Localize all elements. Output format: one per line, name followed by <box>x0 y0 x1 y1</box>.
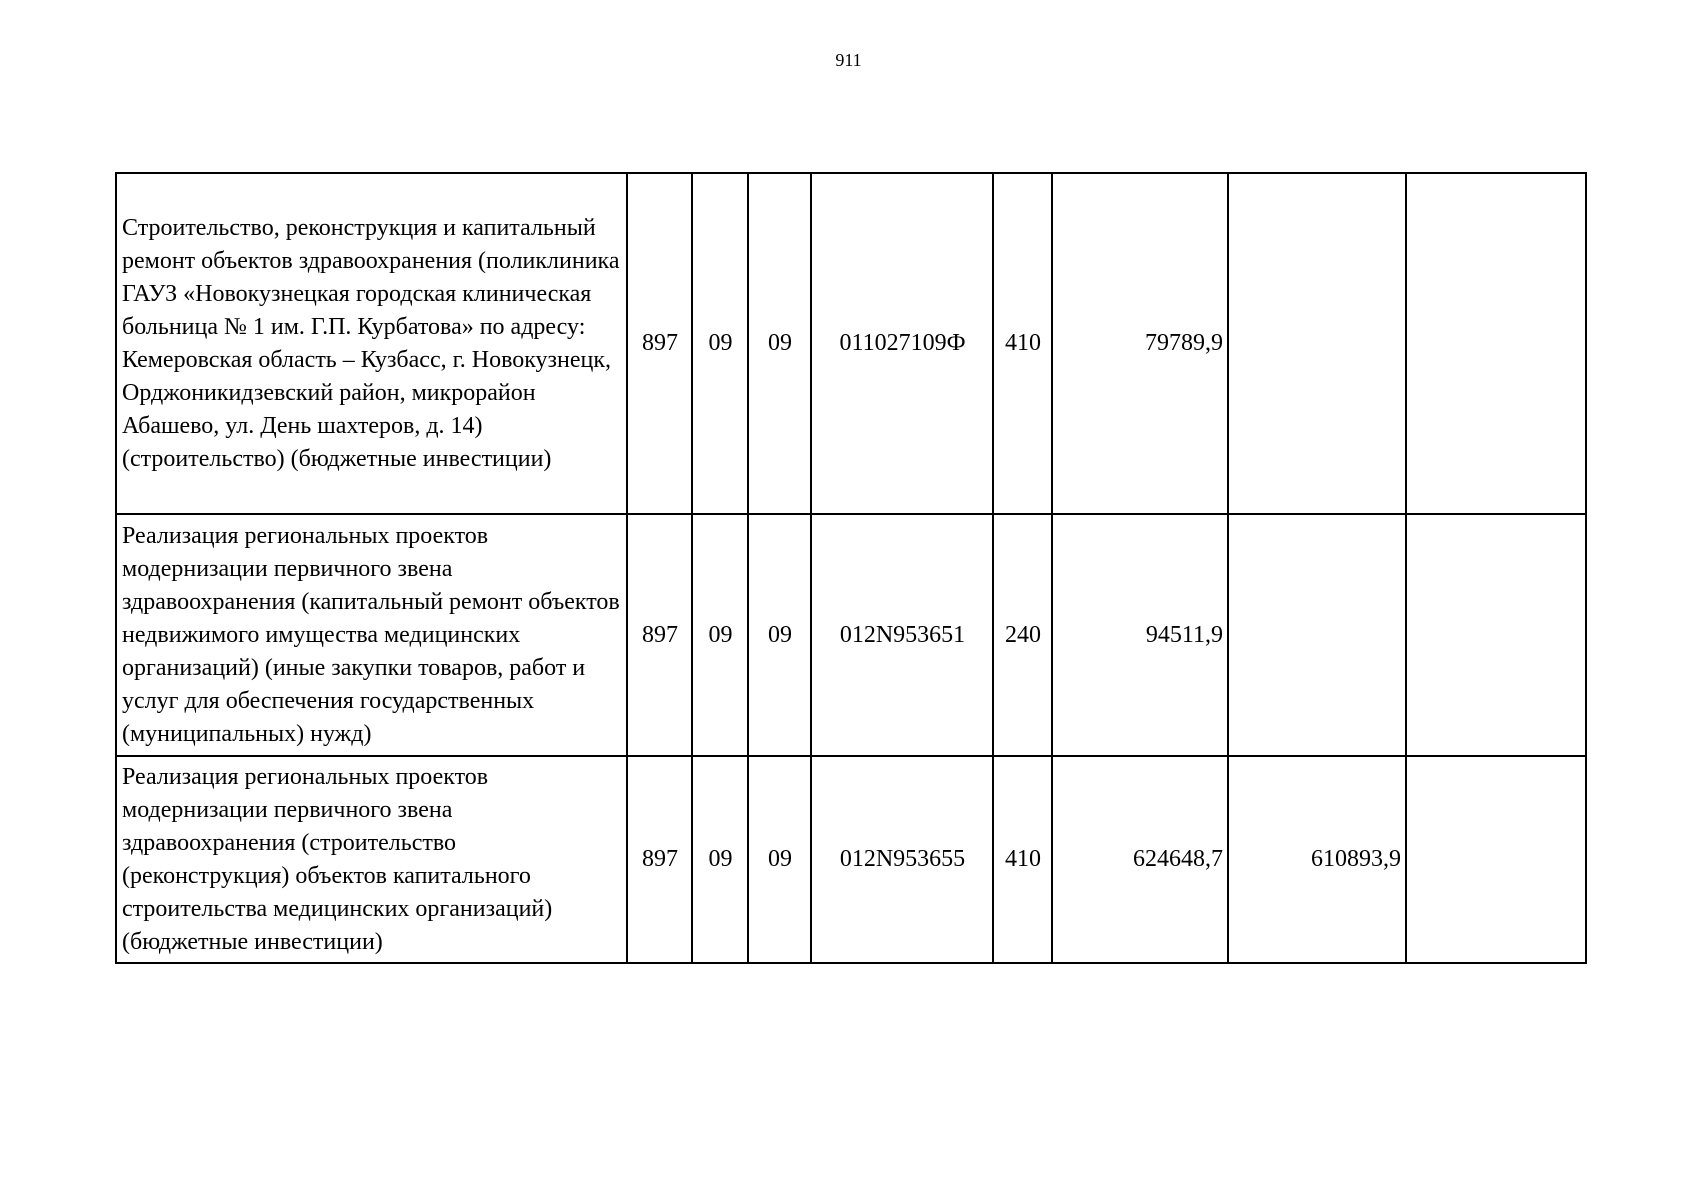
amount-year-2: 610893,9 <box>1228 756 1406 963</box>
section-code: 09 <box>692 173 748 514</box>
expense-type-code: 410 <box>993 173 1052 514</box>
row-description: Строительство, реконструкция и капитальный ремонт объектов здравоохранения (поликлиника ГАУЗ «Новокузнецкая городская клиническая больница № 1 им. Г.П. Курбатова» по адресу: Кемеровская область – Кузбасс, г. Новокузнецк, Орджоникидзевский район, микрорайон Абашево, ул. День шахтеров, д. 14) (строительство) (бюджетные инвестиции) <box>116 173 627 514</box>
row-description: Реализация региональных проектов модернизации первичного звена здравоохранения (строительство (реконструкция) объектов капитального строительства медицинских организаций) (бюджетные инвестиции) <box>116 756 627 963</box>
budget-table <box>115 172 1587 964</box>
section-code: 09 <box>692 756 748 963</box>
amount-year-3 <box>1406 173 1586 514</box>
row-description: Реализация региональных проектов модернизации первичного звена здравоохранения (капитальный ремонт объектов недвижимого имущества медицинских организаций) (иные закупки товаров, работ и услуг для обеспечения государственных (муниципальных) нужд) <box>116 514 627 756</box>
amount-year-3 <box>1406 514 1586 756</box>
section-code: 09 <box>692 514 748 756</box>
expense-type-code: 240 <box>993 514 1052 756</box>
target-article-code: 012N953651 <box>811 514 993 756</box>
amount-year-1: 94511,9 <box>1052 514 1228 756</box>
amount-year-2 <box>1228 514 1406 756</box>
table-row <box>116 756 1586 963</box>
grbs-code: 897 <box>627 514 692 756</box>
amount-year-1: 624648,7 <box>1052 756 1228 963</box>
grbs-code: 897 <box>627 756 692 963</box>
amount-year-1: 79789,9 <box>1052 173 1228 514</box>
subsection-code: 09 <box>748 173 811 514</box>
grbs-code: 897 <box>627 173 692 514</box>
expense-type-code: 410 <box>993 756 1052 963</box>
subsection-code: 09 <box>748 756 811 963</box>
table-row <box>116 514 1586 756</box>
amount-year-3 <box>1406 756 1586 963</box>
page-number: 911 <box>835 50 862 70</box>
amount-year-2 <box>1228 173 1406 514</box>
subsection-code: 09 <box>748 514 811 756</box>
target-article-code: 011027109Ф <box>811 173 993 514</box>
table-row <box>116 173 1586 514</box>
target-article-code: 012N953655 <box>811 756 993 963</box>
